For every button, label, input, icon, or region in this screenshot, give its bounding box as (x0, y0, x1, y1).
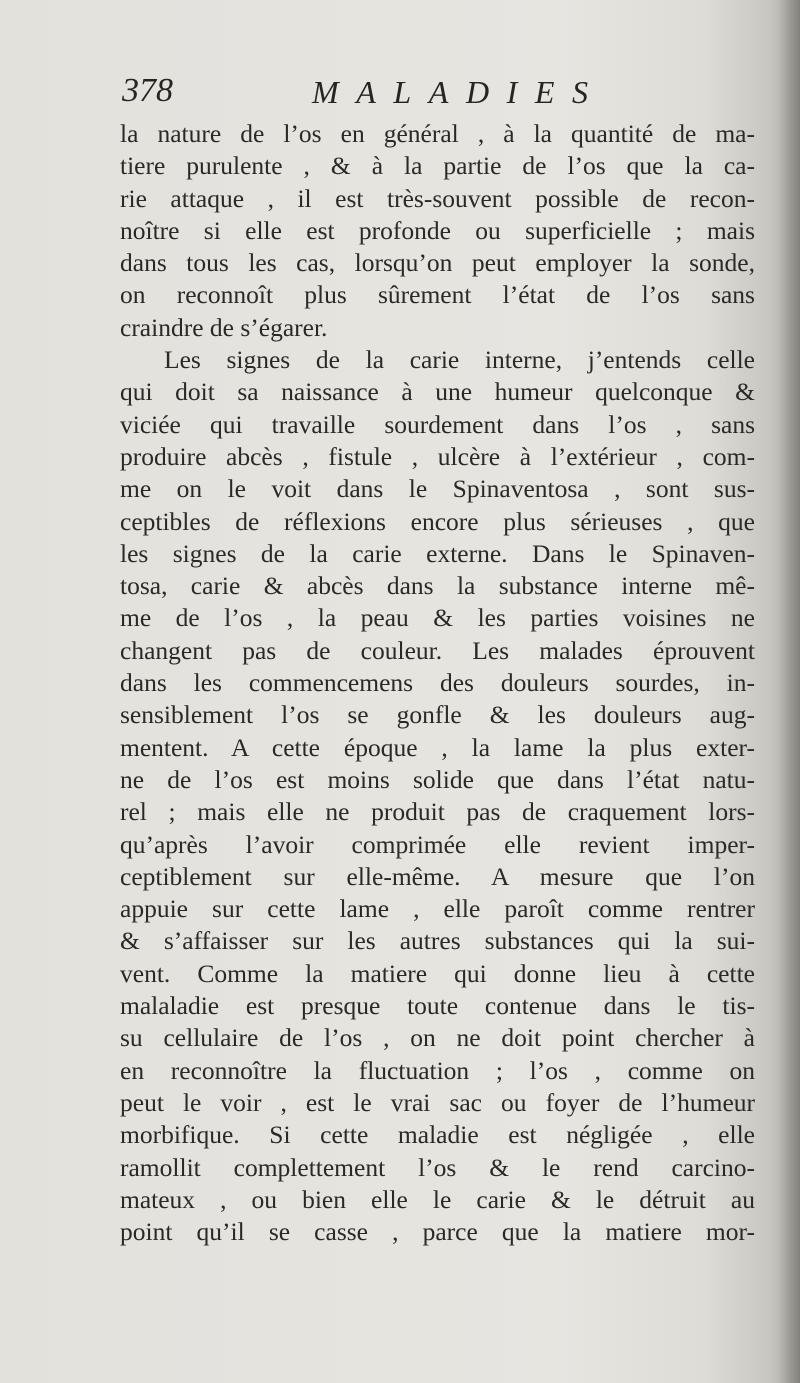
text-line: mateux , ou bien elle le carie & le détruit au (120, 1184, 755, 1214)
text-line: su cellulaire de l’os , on ne doit point chercher à (120, 1023, 755, 1053)
text-line: ne de l’os est moins solide que dans l’état natu- (120, 764, 755, 794)
text-line: me de l’os , la peau & les parties voisines ne (120, 603, 755, 633)
text-line: ceptibles de réflexions encore plus sérieuses , que (120, 506, 755, 536)
text-line: noître si elle est profonde ou superficielle ; mais (120, 215, 755, 245)
text-line: & s’affaisser sur les autres substances qui la sui- (120, 926, 755, 956)
text-line: peut le voir , est le vrai sac ou foyer de l’humeur (120, 1087, 755, 1117)
text-line: appuie sur cette lame , elle paroît comme rentrer (120, 894, 755, 924)
running-head: MALADIES (312, 74, 606, 110)
text-line: la nature de l’os en général , à la quantité de ma- (120, 119, 755, 148)
text-line: qui doit sa naissance à une humeur quelconque & (120, 377, 755, 407)
text-line: produire abcès , fistule , ulcère à l’extérieur , com- (120, 441, 755, 471)
page-header (122, 70, 762, 114)
body-text (120, 118, 755, 1248)
text-line: en reconnoître la fluctuation ; l’os , comme on (120, 1055, 755, 1085)
text-line: les signes de la carie externe. Dans le Spinaven- (120, 538, 755, 568)
text-line: vent. Comme la matiere qui donne lieu à cette (120, 958, 755, 988)
text-line: me on le voit dans le Spinaventosa , sont sus- (120, 474, 755, 504)
paragraph-1 (120, 118, 755, 344)
text-line: malaladie est presque toute contenue dans le tis- (120, 991, 755, 1021)
paragraph-2 (120, 344, 755, 1248)
text-line: dans tous les cas, lorsqu’on peut employer la sonde, (120, 248, 755, 278)
text-line: point qu’il se casse , parce que la matiere mor- (120, 1217, 755, 1247)
page-edge-shadow (778, 0, 800, 1383)
text-line: on reconnoît plus sûrement l’état de l’os sans (120, 280, 755, 310)
text-line: mentent. A cette époque , la lame la plus exter- (120, 732, 755, 762)
text-line: ramollit complettement l’os & le rend carcino- (120, 1152, 755, 1182)
text-line: morbifique. Si cette maladie est négligée , elle (120, 1120, 755, 1150)
text-line: rel ; mais elle ne produit pas de craquement lors- (120, 797, 755, 827)
text-line: tiere purulente , & à la partie de l’os que la ca- (120, 151, 755, 181)
text-line: craindre de s’égarer. (120, 312, 328, 342)
text-line: changent pas de couleur. Les malades éprouvent (120, 635, 755, 665)
text-line: viciée qui travaille sourdement dans l’os , sans (120, 409, 755, 439)
text-line: Les signes de la carie interne, j’entends celle (164, 345, 755, 375)
text-line: dans les commencemens des douleurs sourdes, in- (120, 668, 755, 698)
text-line: ceptiblement sur elle-même. A mesure que l’on (120, 861, 755, 891)
text-line: rie attaque , il est très-souvent possible de recon- (120, 183, 755, 213)
text-line: qu’après l’avoir comprimée elle revient imper- (120, 829, 755, 859)
text-line: sensiblement l’os se gonfle & les douleurs aug- (120, 700, 755, 730)
text-line: tosa, carie & abcès dans la substance interne mê- (120, 571, 755, 601)
page-number: 378 (122, 72, 173, 109)
